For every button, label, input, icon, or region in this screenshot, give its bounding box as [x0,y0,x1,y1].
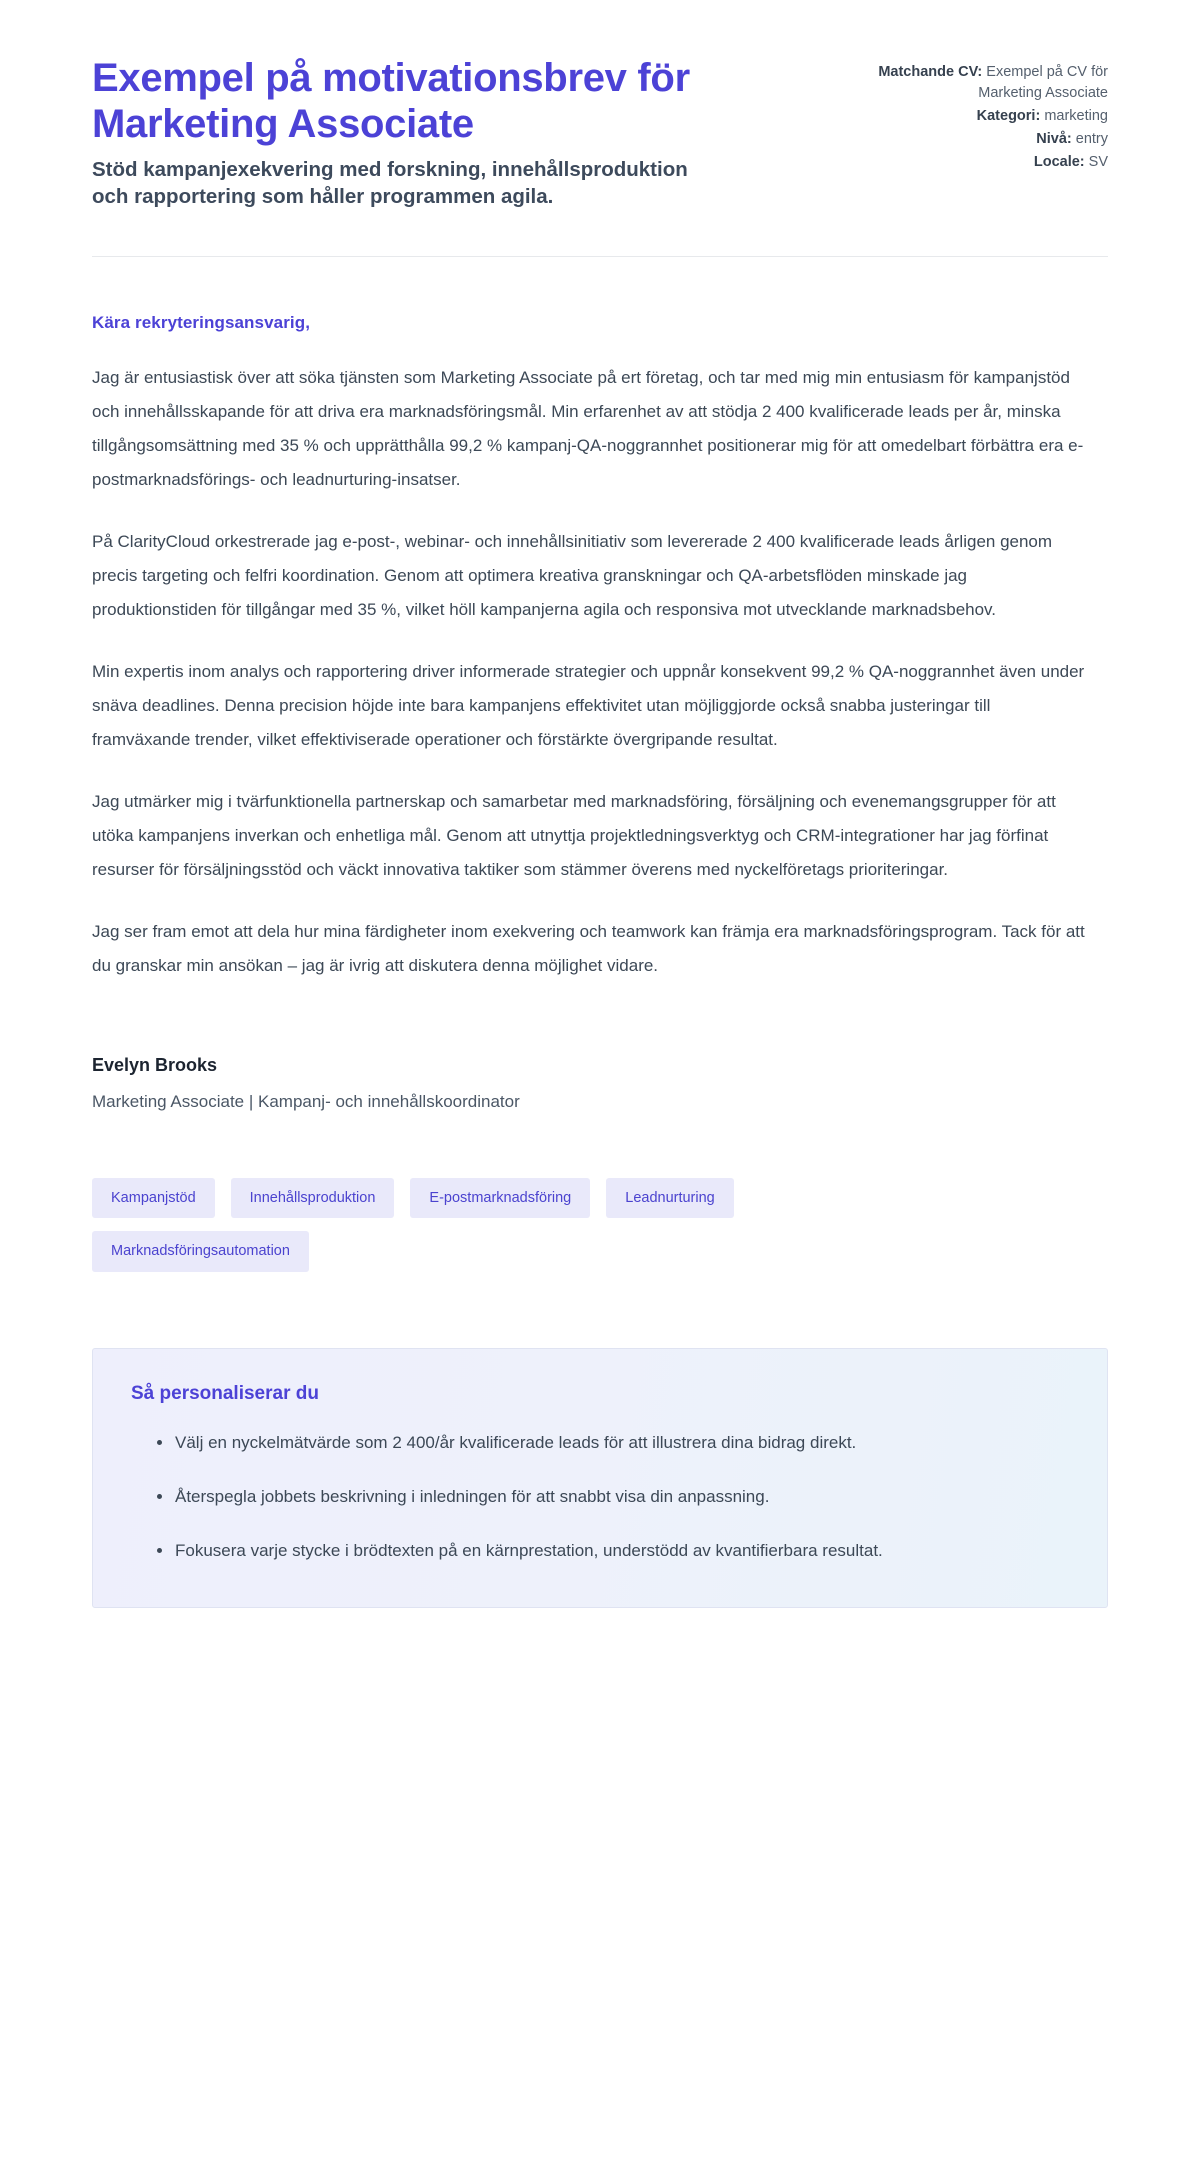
cover-letter-body [92,313,1108,1112]
tips-list-item: Återspegla jobbets beskrivning i inledningen för att snabbt visa din anpassning. [157,1480,1069,1513]
personalization-tips-panel [92,1348,1108,1608]
header-text-block [92,56,732,211]
signature-role: Marketing Associate | Kampanj- och innehållskoordinator [92,1091,520,1111]
letter-greeting: Kära rekryteringsansvarig, [92,312,311,332]
letter-paragraph: Jag ser fram emot att dela hur mina färdigheter inom exekvering och teamwork kan främja era marknadsföringsprogram. Tack för att du granskar min ansökan – jag är ivrig att diskutera denna möjlighet vidare. [92,921,1085,975]
tag-chip[interactable]: Marknadsföringsautomation [92,1231,309,1272]
meta-row-matching-cv [872,62,1108,104]
page-title: Exempel på motivationsbrev för Marketing Associate [92,56,690,146]
letter-paragraph: Jag utmärker mig i tvärfunktionella partnerskap och samarbetar med marknadsföring, försäljning och evenemangsgrupper för att utöka kampanjens inverkan och enhetliga mål. Genom att utnyttja projektledningsverktyg och CRM-integrationer har jag förfinat resurser för försäljningsstöd och väckt innovativa taktiker som stämmer överens med nyckelföretags prioriteringar. [92,791,1056,879]
document-metadata [872,56,1108,175]
meta-value-category: marketing [1044,108,1108,125]
meta-label-level: Nivå: [1036,131,1072,148]
meta-value-matching-cv: Exempel på CV för Marketing Associate [978,64,1108,102]
page-subtitle: Stöd kampanjexekvering med forskning, innehållsproduktion och rapportering som håller programmen agila. [92,158,688,209]
letter-paragraph: Min expertis inom analys och rapportering driver informerade strategier och uppnår konsekvent 99,2 % QA-noggrannhet även under snäva deadlines. Denna precision höjde inte bara kampanjens effektivitet utan möjliggjorde också snabba justeringar till framväxande trender, vilket effektiviserade operationer och förstärkte övergripande resultat. [92,661,1085,749]
tag-chip[interactable]: E-postmarknadsföring [410,1178,590,1219]
meta-row-category [872,106,1108,127]
meta-label-category: Kategori: [976,108,1041,125]
meta-value-locale: SV [1088,154,1108,171]
signature-name: Evelyn Brooks [92,1054,218,1075]
letter-paragraph: Jag är entusiastisk över att söka tjänsten som Marketing Associate på ert företag, och tar med mig min entusiasm för kampanjstöd och innehållsskapande för att driva era marknadsföringsmål. Min erfarenhet av att stödja 2 400 kvalificerade leads per år, minska tillgångsomsättning med 35 % och upprätthålla 99,2 % kampanj-QA-noggrannhet positionerar mig för att omedelbart förbättra era e-postmarknadsförings- och leadnurturing-insatser. [92,367,1084,489]
tips-list-item: Fokusera varje stycke i brödtexten på en kärnprestation, understödd av kvantifierbara resultat. [157,1534,1069,1567]
letter-signature [92,1055,1108,1112]
page-inner [92,0,1108,1608]
letter-paragraph: På ClarityCloud orkestrerade jag e-post-, webinar- och innehållsinitiativ som levererade 2 400 kvalificerade leads årligen genom precis targeting och felfri koordination. Genom att optimera kreativa granskningar och QA-arbetsflöden minskade jag produktionstiden för tillgångar med 35 %, vilket höll kampanjerna agila och responsiva mot utvecklande marknadsbehov. [92,531,1053,619]
tag-chip[interactable]: Innehållsproduktion [231,1178,395,1219]
meta-row-level [872,129,1108,150]
tag-chip[interactable]: Kampanjstöd [92,1178,215,1219]
meta-value-level: entry [1075,131,1108,148]
page-header [92,56,1108,211]
meta-label-locale: Locale: [1033,154,1085,171]
meta-row-locale [872,152,1108,173]
tag-list [92,1178,892,1272]
tag-chip[interactable]: Leadnurturing [606,1178,734,1219]
tips-list-item: Välj en nyckelmätvärde som 2 400/år kvalificerade leads för att illustrera dina bidrag direkt. [157,1426,1069,1459]
header-divider [92,256,1108,257]
tips-list [131,1426,1069,1567]
meta-label-matching-cv: Matchande CV: [878,64,983,80]
tips-panel-title: Så personaliserar du [131,1382,319,1404]
